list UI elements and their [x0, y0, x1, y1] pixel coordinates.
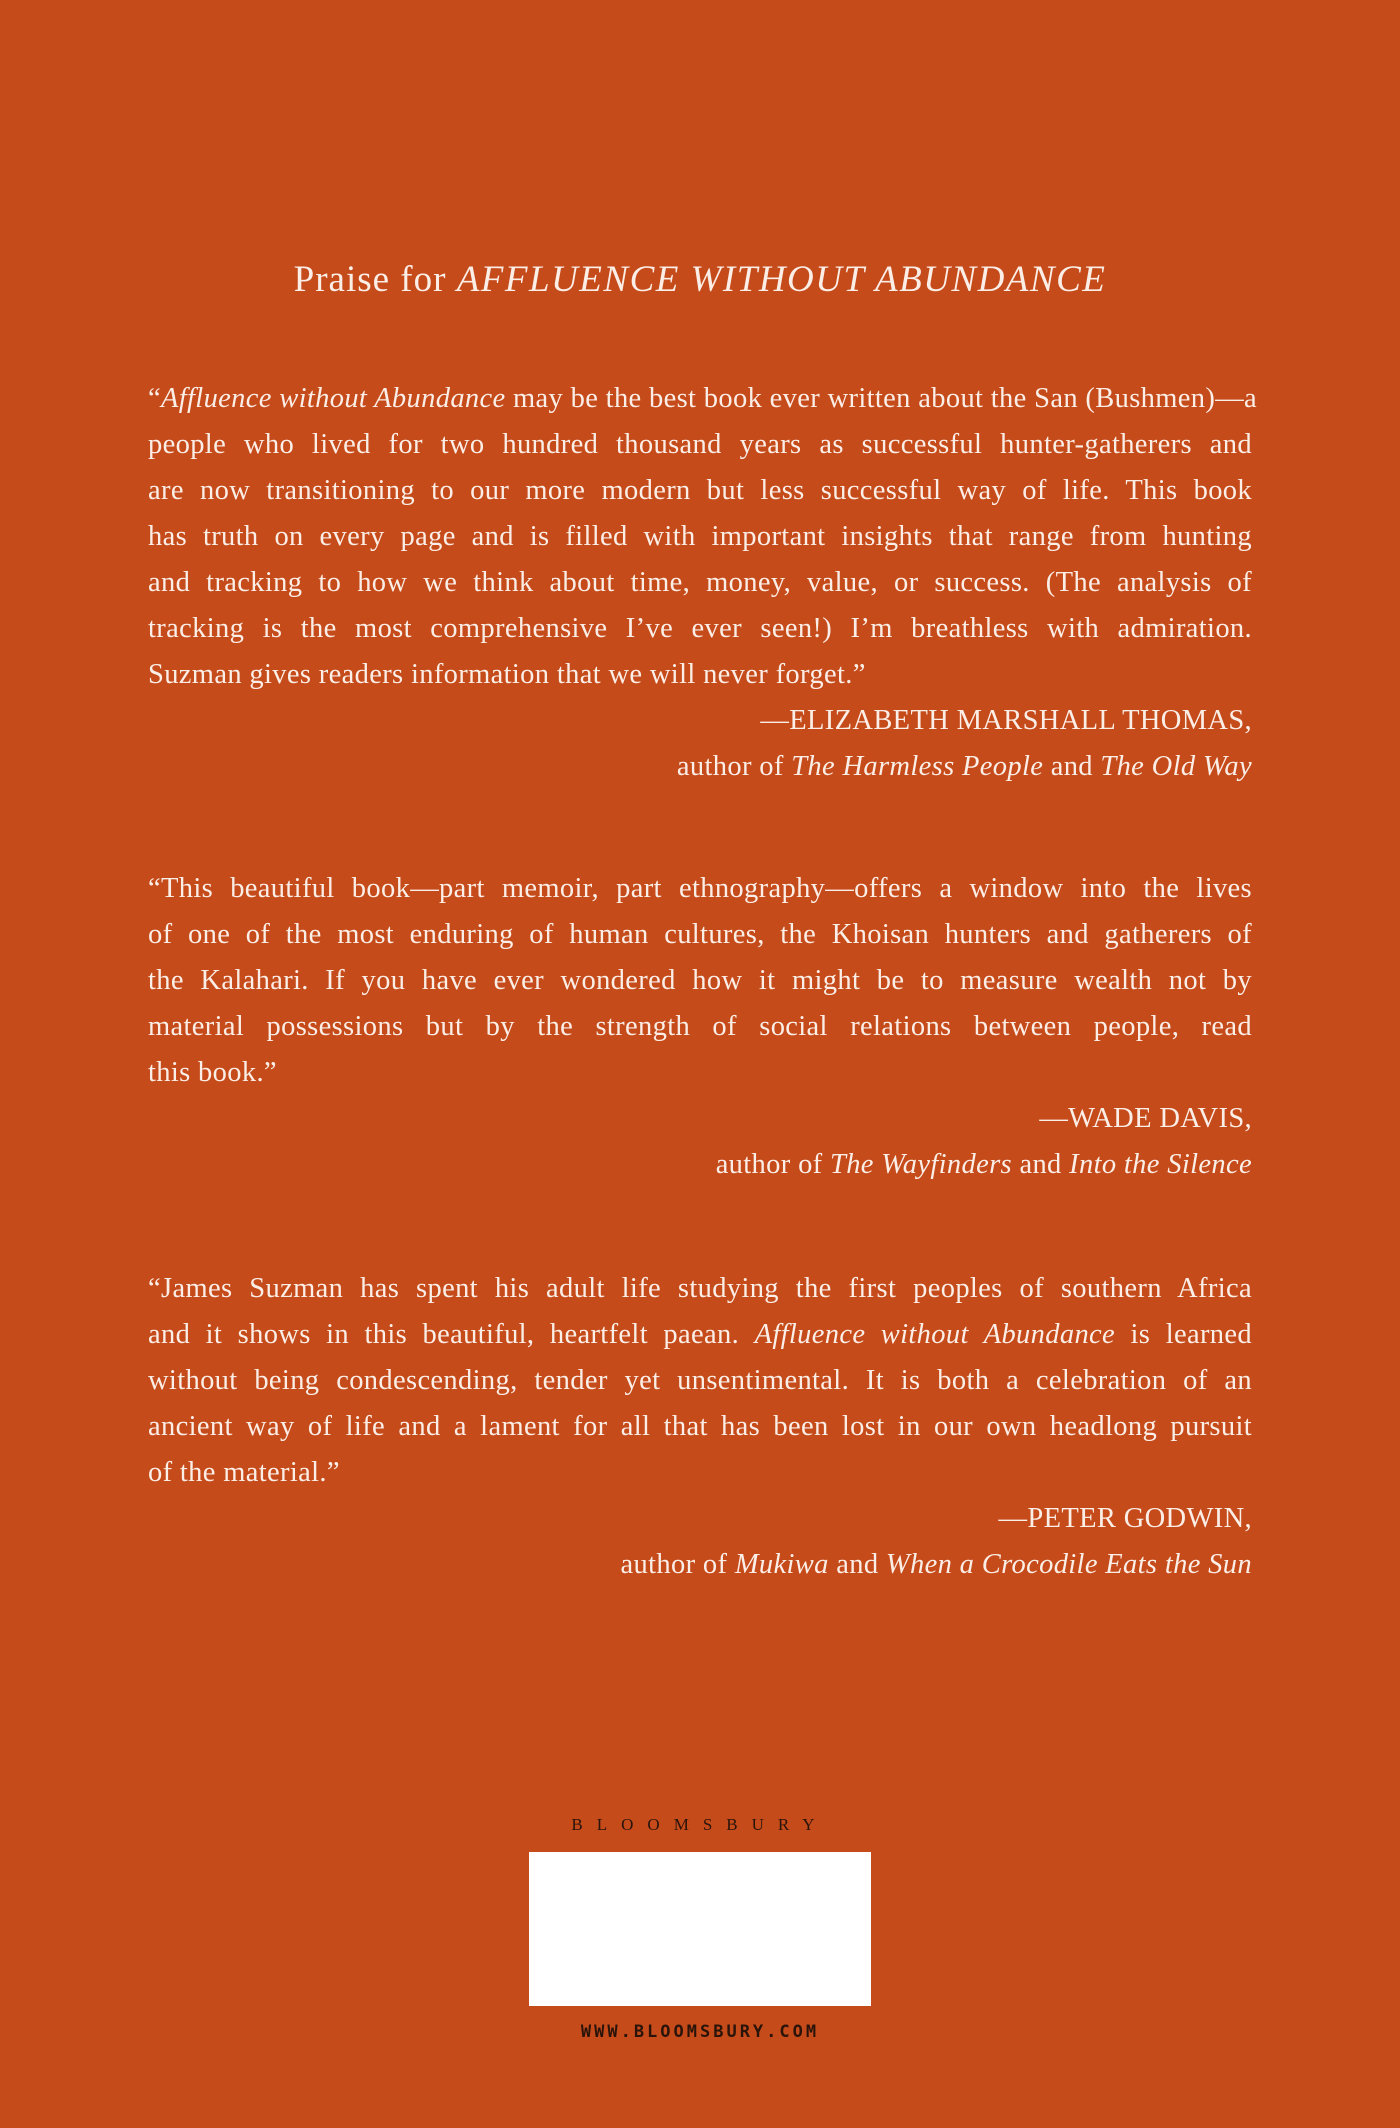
blurb-3	[148, 1266, 1252, 1588]
quote-line	[148, 560, 1252, 606]
text-run: tracking is the most comprehensive I’ve ever seen!) I’m breathless with admiration.	[148, 613, 1252, 644]
text-run: author of	[620, 1549, 735, 1580]
italic-text: The Wayfinders	[830, 1149, 1012, 1180]
heading-book-title: AFFLUENCE WITHOUT ABUNDANCE	[456, 259, 1107, 300]
barcode-box	[529, 1852, 871, 2006]
quote-line	[148, 1312, 1252, 1358]
text-run: without being condescending, tender yet unsentimental. It is both a celebration of an	[148, 1365, 1252, 1396]
quote-line	[148, 1050, 1252, 1096]
italic-text: Into the Silence	[1069, 1149, 1252, 1180]
quote-line	[148, 1404, 1252, 1450]
text-run: author of	[715, 1149, 830, 1180]
text-run: are now transitioning to our more modern but less successful way of life. This book	[148, 475, 1252, 506]
quote-line	[148, 606, 1252, 652]
blurb-2	[148, 866, 1252, 1188]
quote-line	[148, 1004, 1252, 1050]
quote-line	[148, 376, 1258, 422]
text-run: ancient way of life and a lament for all that has been lost in our own headlong pursuit	[148, 1411, 1252, 1442]
publisher-website: WWW.BLOOMSBURY.COM	[580, 2022, 820, 2042]
text-run: material possessions but by the strength of social relations between people, read	[148, 1011, 1252, 1042]
blurb-text	[148, 1266, 1252, 1496]
quote-line	[148, 468, 1252, 514]
quote-line	[148, 1266, 1252, 1312]
text-run: “This beautiful book—part memoir, part ethnography—offers a window into the lives	[148, 873, 1252, 904]
italic-text: The Harmless People	[791, 751, 1044, 782]
italic-text: Affluence without Abundance	[754, 1319, 1116, 1350]
blurb-1	[148, 376, 1258, 790]
attribution-detail	[148, 1142, 1252, 1188]
attribution-name: —PETER GODWIN,	[998, 1503, 1252, 1534]
text-run: and tracking to how we think about time, money, value, or success. (The analysis of	[148, 567, 1252, 598]
attribution-name: —WADE DAVIS,	[1039, 1103, 1252, 1134]
quote-line	[148, 912, 1252, 958]
attribution-detail	[148, 744, 1252, 790]
quote-line	[148, 1358, 1252, 1404]
text-run: is learned	[1115, 1319, 1252, 1350]
text-run: of one of the most enduring of human cultures, the Khoisan hunters and gatherers of	[148, 919, 1252, 950]
publisher-logo: BLOOMSBURY	[571, 1815, 829, 1834]
text-run: “James Suzman has spent his adult life studying the first peoples of southern Africa	[148, 1273, 1252, 1304]
italic-text: The Old Way	[1100, 751, 1252, 782]
quote-line	[148, 652, 1252, 698]
text-run: the Kalahari. If you have ever wondered how it might be to measure wealth not by	[148, 965, 1252, 996]
blurb-text	[148, 866, 1252, 1096]
italic-text: When a Crocodile Eats the Sun	[885, 1549, 1252, 1580]
heading-prefix: Praise for	[293, 259, 457, 300]
text-run: and	[1011, 1149, 1070, 1180]
text-run: Suzman gives readers information that we will never forget.”	[148, 659, 866, 690]
italic-text: Affluence without Abundance	[161, 383, 506, 414]
text-run: and it shows in this beautiful, heartfelt paean.	[148, 1319, 755, 1350]
text-run: of the material.”	[148, 1457, 340, 1488]
text-run: author of	[676, 751, 792, 782]
text-run: and	[828, 1549, 886, 1580]
text-run: may be the best book ever written about the San (Bushmen)—a	[505, 383, 1258, 414]
quote-line	[148, 958, 1252, 1004]
quote-line	[148, 1450, 1252, 1496]
quote-line	[148, 422, 1252, 468]
attribution-detail	[148, 1542, 1252, 1588]
italic-text: Mukiwa	[734, 1549, 829, 1580]
attribution-name: —ELIZABETH MARSHALL THOMAS,	[760, 705, 1252, 736]
text-run: and	[1043, 751, 1101, 782]
page-title	[0, 258, 1400, 301]
text-run: “	[148, 383, 161, 414]
text-run: has truth on every page and is filled with important insights that range from hunting	[148, 521, 1252, 552]
text-run: this book.”	[148, 1057, 277, 1088]
quote-line	[148, 514, 1252, 560]
blurb-text	[148, 376, 1258, 698]
quote-line	[148, 866, 1252, 912]
text-run: people who lived for two hundred thousand years as successful hunter-gatherers and	[148, 429, 1252, 460]
